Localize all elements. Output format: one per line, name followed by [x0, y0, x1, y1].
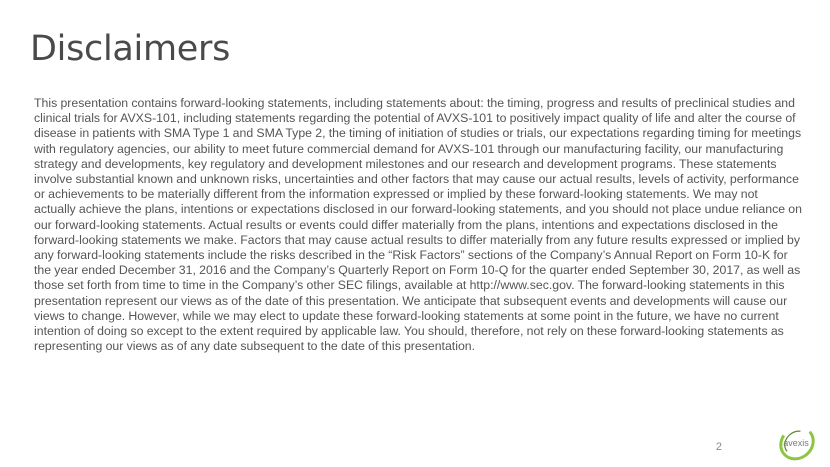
disclaimer-body: This presentation contains forward-looking statements, including statements about: the timing, progress and results of preclinical studies and clinical trials for AVXS-101, including statements regarding the potential of AVXS-101 to positively impact quality of life and alter the course of disease in patients with SMA Type 1 and SMA Type 2, the timing of initiation of studies or trials, our expectations regarding timing for meetings with regulatory agencies, our ability to meet future commercial demand for AVXS-101 through our manufacturing facility, our manufacturing strategy and developments, key regulatory and development milestones and our research and development programs. These statements involve substantial known and unknown risks, uncertainties and other factors that may cause our actual results, levels of activity, performance or achievements to be materially different from the information expressed or implied by these forward-looking statements. We may not actually achieve the plans, intentions or expectations disclosed in our forward-looking statements, and you should not place undue reliance on our forward-looking statements. Actual results or events could differ materially from the plans, intentions and expectations disclosed in the forward-looking statements we make. Factors that may cause actual results to differ materially from any future results expressed or implied by any forward-looking statements include the risks described in the “Risk Factors” sections of the Company’s Annual Report on Form 10-K for the year ended December 31, 2016 and the Company’s Quarterly Report on Form 10-Q for the quarter ended September 30, 2017, as well as those set forth from time to time in the Company’s other SEC filings, available at http://www.sec.gov. The forward-looking statements in this presentation represent our views as of the date of this presentation. We anticipate that subsequent events and developments will cause our views to change. However, while we may elect to update these forward-looking statements at some point in the future, we have no current intention of doing so except to the extent required by applicable law. You should, therefore, not rely on these forward-looking statements as representing our views as of any date subsequent to the date of this presentation.	[34, 96, 802, 354]
page-number: 2	[715, 441, 722, 453]
logo-wordmark: avexis	[783, 438, 809, 448]
avexis-logo	[772, 425, 820, 461]
slide-title: Disclaimers	[30, 29, 231, 69]
